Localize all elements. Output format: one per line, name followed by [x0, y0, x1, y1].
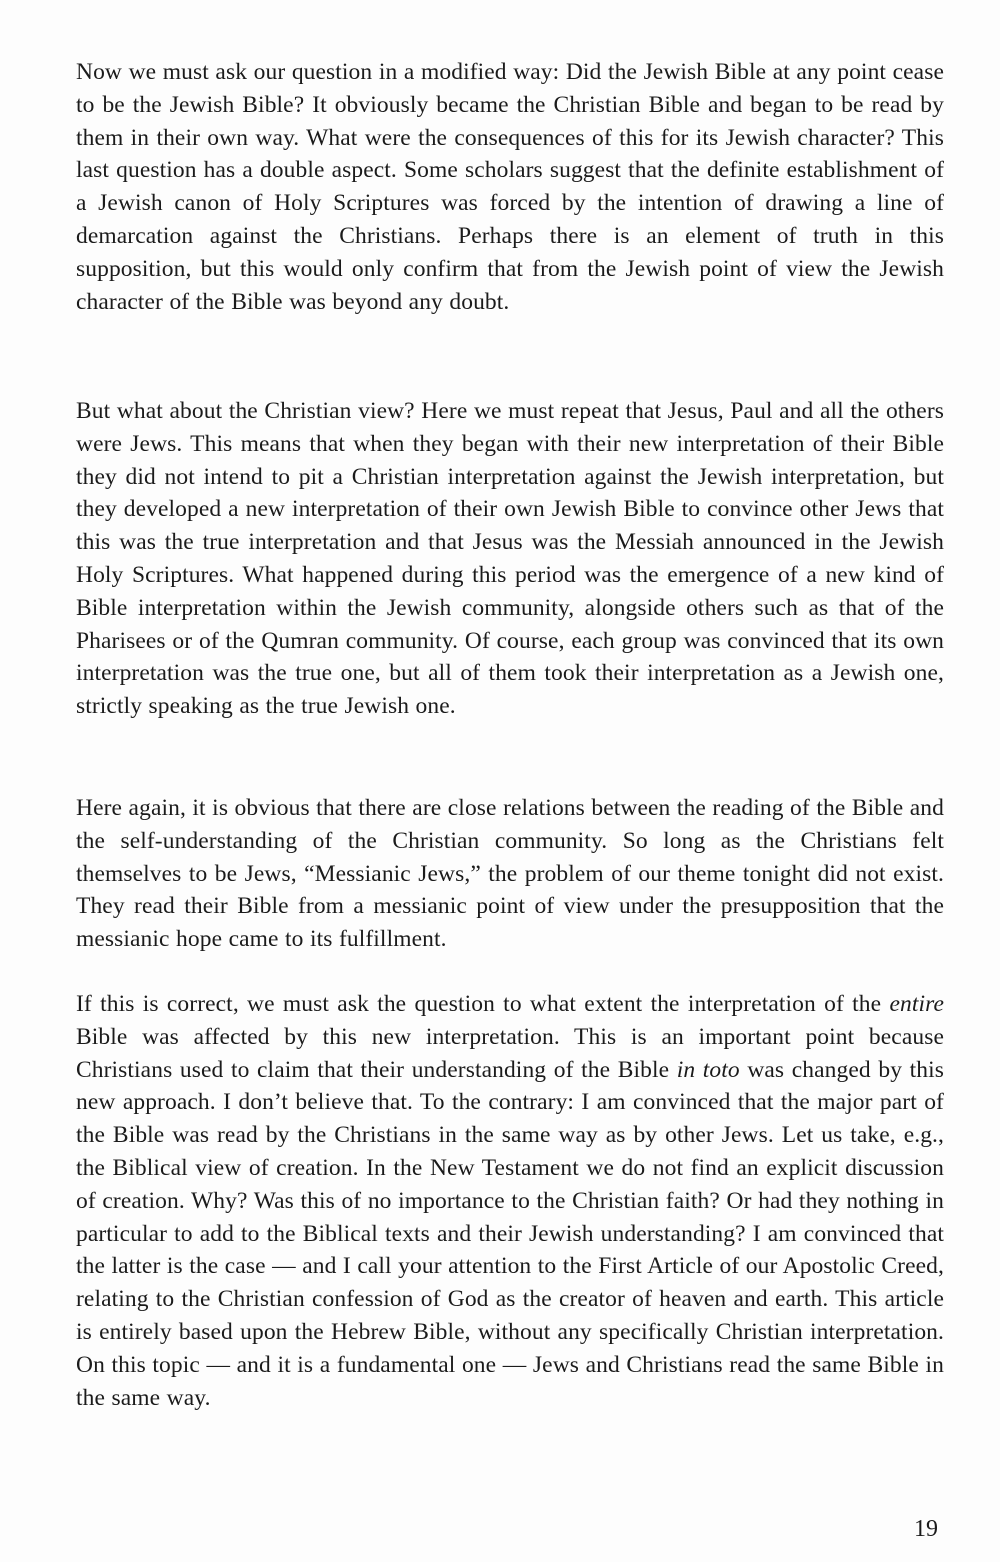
paragraph-entire-bible [76, 988, 944, 1414]
page-number: 19 [914, 1516, 938, 1542]
text-segment: Bible was affected by this new interpretation. This is an important point because Christians used to claim that their understanding of the Bible [76, 1023, 944, 1083]
italic-term-in-toto: in toto [676, 1056, 740, 1083]
italic-term-entire: entire [889, 991, 944, 1017]
paragraph-modified-question: Now we must ask our question in a modified way: Did the Jewish Bible at any point cease to be the Jewish Bible? It obviously became the Christian Bible and began to be read by them in their own way. What were the consequences of this for its Jewish character? This last question has a double aspect. Some scholars suggest that the definite establishment of a Jewish canon of Holy Scriptures was forced by the intention of drawing a line of demarcation against the Christians. Perhaps there is an element of truth in this supposition, but this would only confirm that from the Jewish point of view the Jewish character of the Bible was beyond any doubt. [76, 59, 944, 315]
paragraph-christian-view: But what about the Christian view? Here we must repeat that Jesus, Paul and all the others were Jews. This means that when they began with their new interpretation of their Bible they did not intend to pit a Christian interpretation against the Jewish interpretation, but they developed a new interpretation of their own Jewish Bible to convince other Jews that this was the true interpretation and that Jesus was the Messiah announced in the Jewish Holy Scriptures. What happened during this period was the emergence of a new kind of Bible interpretation within the Jewish community, alongside others such as that of the Pharisees or of the Qumran community. Of course, each group was convinced that its own interpretation was the true one, but all of them took their interpretation as a Jewish one, strictly speaking as the true Jewish one. [76, 398, 944, 720]
text-segment: If this is correct, we must ask the question to what extent the interpretation of the [76, 991, 890, 1017]
paragraph-self-understanding: Here again, it is obvious that there are close relations between the reading of the Bible and the self-understanding of the Christian community. So long as the Christians felt themselves to be Jews, “Messianic Jews,” the problem of our theme tonight did not exist. They read their Bible from a messianic point of view under the presupposition that the messianic hope came to its fulfillment. [76, 795, 944, 953]
text-segment: was changed by this new approach. I don’t believe that. To the contrary: I am convinced that the major part of the Bible was read by the Christians in the same way as by other Jews. Let us take, e.g., the Biblical view of creation. In the New Testament we do not find an explicit discussion of creation. Why? Was this of no importance to the Christian faith? Or had they nothing in particular to add to the Biblical texts and their Jewish understanding? I am convinced that the latter is the case — and I call your attention to the First Article of our Apostolic Creed, relating to the Christian confession of God as the creator of heaven and earth. This article is entirely based upon the Hebrew Bible, without any specifically Christian interpretation. On this topic — and it is a fundamental one — Jews and Christians read the same Bible in the same way. [76, 1056, 944, 1411]
